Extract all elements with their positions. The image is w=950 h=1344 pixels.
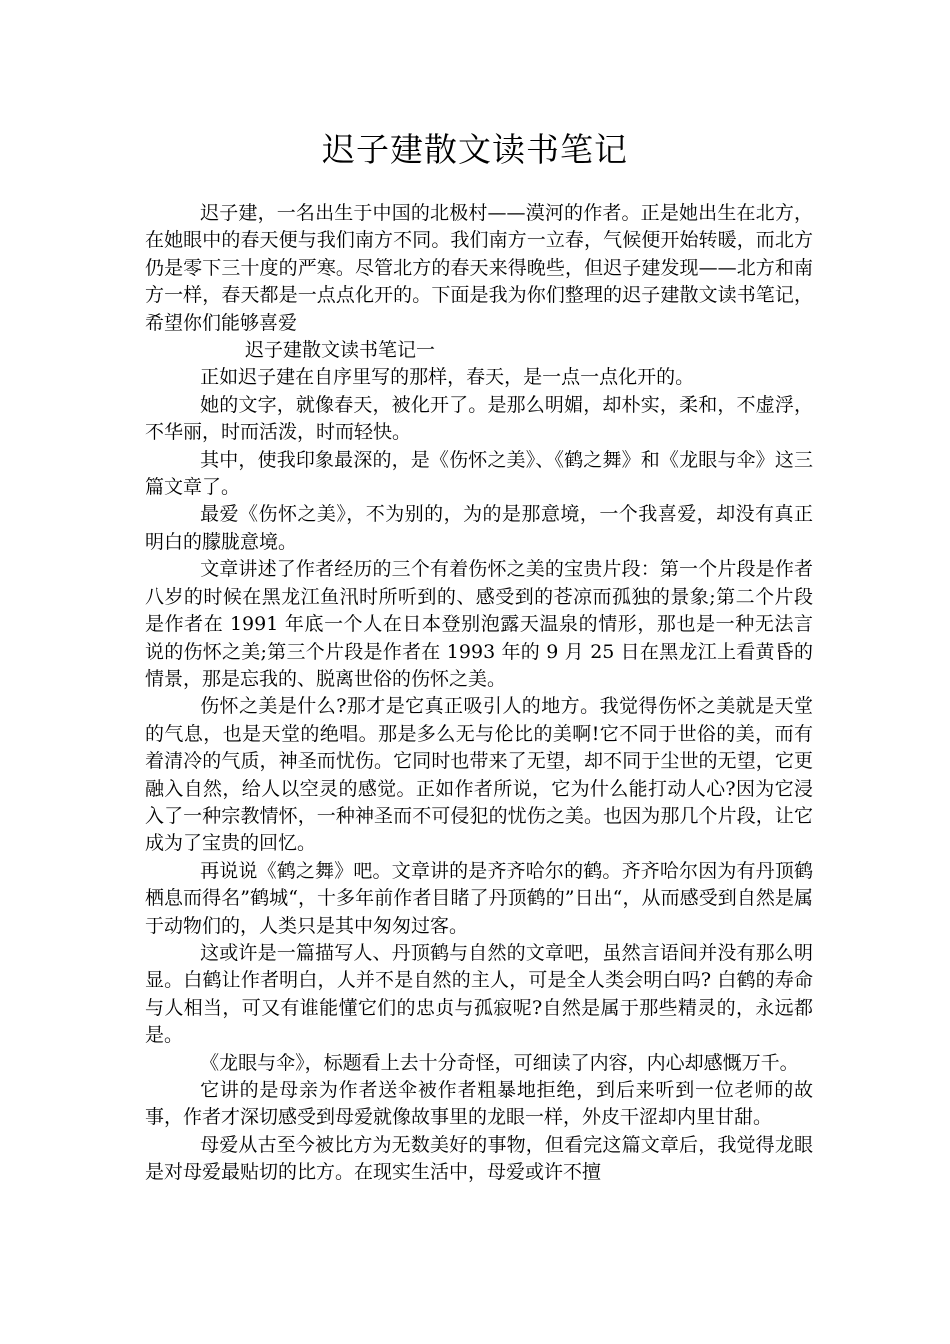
document-body [145,200,813,1187]
section-heading: 迟子建散文读书笔记一 [245,339,436,362]
paragraph: 这或许是一篇描写人、丹顶鹤与自然的文章吧，虽然言语间并没有那么明显。白鹤让作者明白，人并不是自然的主人，可是全人类会明白吗? 白鹤的寿命与人相当，可又有谁能懂它们的忠贞与孤寂呢?自然是属于那些精灵的，永远都是。 [145,941,813,1047]
paragraph: 其中，使我印象最深的，是《伤怀之美》、《鹤之舞》和《龙眼与伞》这三篇文章了。 [145,448,813,499]
paragraph: 伤怀之美是什么?那才是它真正吸引人的地方。我觉得伤怀之美就是天堂的气息，也是天堂的绝唱。那是多么无与伦比的美啊!它不同于世俗的美，而有着清冷的气质，神圣而忧伤。它同时也带来了无望，却不同于尘世的无望，它更融入自然，给人以空灵的感觉。正如作者所说，它为什么能打动人心?因为它浸入了一种宗教情怀，一种神圣而不可侵犯的忧伤之美。也因为那几个片段，让它成为了宝贵的回忆。 [145,695,813,855]
paragraph: 母爱从古至今被比方为无数美好的事物，但看完这篇文章后，我觉得龙眼是对母爱最贴切的比方。在现实生活中，母爱或许不擅 [145,1133,813,1184]
paragraph: 《龙眼与伞》，标题看上去十分奇怪，可细读了内容，内心却感慨万千。 [200,1051,799,1074]
paragraph: 她的文字，就像春天，被化开了。是那么明媚，却朴实，柔和，不虚浮，不华丽，时而活泼，时而轻快。 [145,393,813,444]
paragraph: 再说说《鹤之舞》吧。文章讲的是齐齐哈尔的鹤。齐齐哈尔因为有丹顶鹤栖息而得名”鹤城“，十多年前作者目睹了丹顶鹤的”日出“，从而感受到自然是属于动物们的，人类只是其中匆匆过客。 [145,859,813,937]
paragraph: 最爱《伤怀之美》，不为别的，为的是那意境，一个我喜爱，却没有真正明白的朦胧意境。 [145,503,813,553]
paragraph-intro: 迟子建，一名出生于中国的北极村——漠河的作者。正是她出生在北方，在她眼中的春天便与我们南方不同。我们南方一立春，气候便开始转暖，而北方仍是零下三十度的严寒。尽管北方的春天来得晚些，但迟子建发现——北方和南方一样，春天都是一点点化开的。下面是我为你们整理的迟子建散文读书笔记，希望你们能够喜爱 [145,202,813,334]
paragraph: 文章讲述了作者经历的三个有着伤怀之美的宝贵片段：第一个片段是作者八岁的时候在黑龙江鱼汛时所听到的、感受到的苍凉而孤独的景象;第二个片段是作者在 1991 年底一个人在日本登别泡露天温泉的情形，那也是一种无法言说的伤怀之美;第三个片段是作者在 1993 年的 9 月 25 日在黑龙江上看黄昏的情景，那是忘我的、脱离世俗的伤怀之美。 [145,558,813,690]
document-title: 迟子建散文读书笔记 [322,130,628,169]
paragraph: 它讲的是母亲为作者送伞被作者粗暴地拒绝，到后来听到一位老师的故事，作者才深切感受到母爱就像故事里的龙眼一样，外皮干涩却内里甘甜。 [145,1079,813,1129]
paragraph: 正如迟子建在自序里写的那样，春天，是一点一点化开的。 [200,366,695,389]
